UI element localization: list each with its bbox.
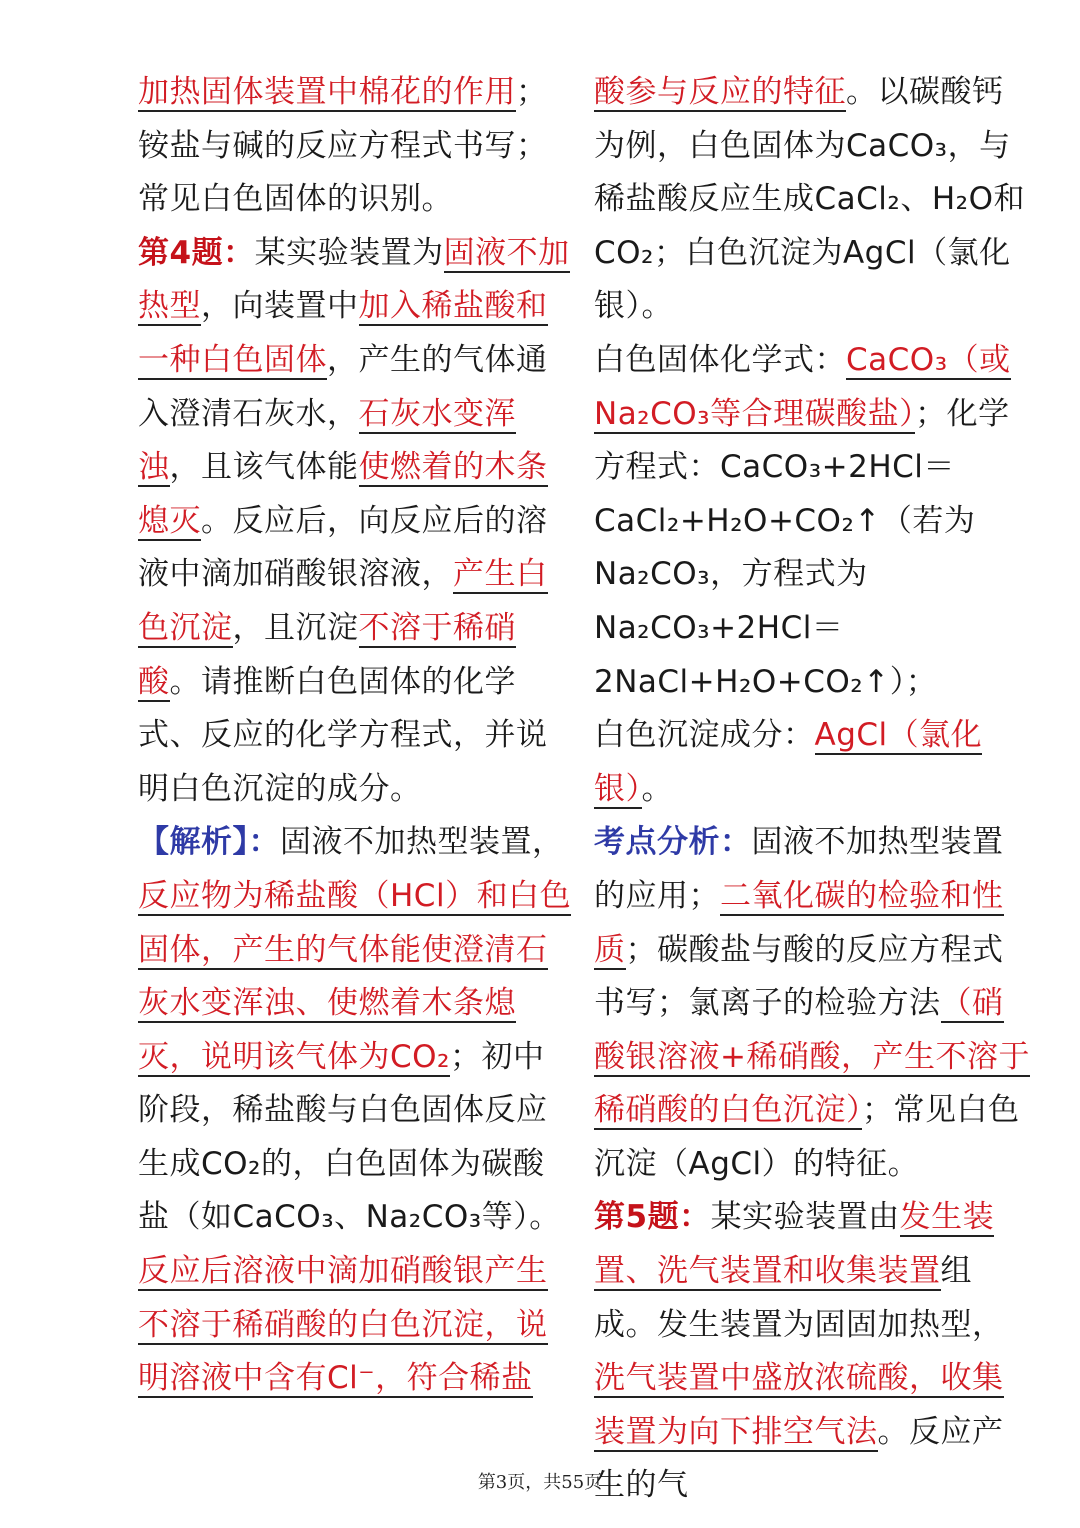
paragraph	[138, 227, 574, 817]
paragraph	[594, 816, 1034, 1191]
body-text: ；初中阶段，稀盐酸与白色固体反应生成CO₂的，白色固体为碳酸盐（如CaCO₃、Na₂CO₃等）。	[138, 1038, 561, 1236]
right-column	[594, 66, 1034, 1513]
highlighted-answer: 洗气装置中盛放浓硫酸，收集装置为向下排空气法	[594, 1360, 1004, 1450]
highlighted-answer: 酸参与反应的特征	[594, 74, 846, 110]
highlighted-answer: 固液不加热型	[138, 234, 570, 325]
body-text: 固液不加热型装置的应用；	[594, 824, 1004, 914]
highlighted-answer: 反应后溶液中滴加硝酸银产生不溶于稀硝酸的白色沉淀，说明溶液中含有Cl⁻，符合稀盐	[138, 1253, 548, 1397]
body-text: ；碳酸盐与酸的反应方程式书写；氯离子的检验方法	[594, 931, 1004, 1022]
body-text: 组成。发生装置为固固加热型，	[594, 1253, 1004, 1343]
highlighted-answer: 发生装置、洗气装置和收集装置	[594, 1199, 995, 1290]
body-text: 某实验装置由	[710, 1199, 900, 1236]
highlighted-answer: 不溶于稀硝酸	[138, 609, 516, 700]
paragraph	[594, 709, 1034, 816]
body-text: ，且该气体能	[169, 449, 359, 486]
body-text: ，且沉淀	[232, 609, 359, 646]
highlighted-answer: 产生白色沉淀	[138, 556, 548, 646]
highlighted-answer: AgCl（氯化银）	[594, 717, 983, 807]
body-text: 某实验装置为	[254, 234, 444, 271]
body-text: ，产生的气体通入澄清石灰水，	[138, 341, 548, 432]
body-text: ，向装置中	[201, 288, 359, 325]
highlighted-answer: 加热固体装置中棉花的作用	[138, 74, 516, 110]
highlighted-answer: （硝酸银溶液+稀硝酸，产生不溶于稀硝酸的白色沉淀）	[594, 985, 1030, 1129]
body-text: 。	[641, 770, 673, 807]
body-text: ；铵盐与碱的反应方程式书写；常见白色固体的识别。	[138, 74, 548, 218]
highlighted-answer: 加入稀盐酸和一种白色固体	[138, 288, 548, 378]
body-text: 白色固体化学式：	[594, 341, 846, 378]
question-heading: 第4题：	[138, 234, 255, 271]
analysis-label: 考点分析：	[594, 824, 752, 861]
body-text: 。反应后，向反应后的溶液中滴加硝酸银溶液，	[138, 502, 548, 593]
paragraph	[594, 66, 1034, 334]
body-text: 白色沉淀成分：	[594, 717, 815, 754]
paragraph	[138, 66, 574, 227]
highlighted-answer: CaCO₃（或Na₂CO₃等合理碳酸盐）	[594, 341, 1011, 432]
body-text: 固液不加热型装置，	[280, 824, 564, 861]
paragraph	[594, 1191, 1034, 1513]
body-text: ；常见白色沉淀（AgCl）的特征。	[594, 1092, 1020, 1182]
body-text: 。以碳酸钙为例，白色固体为CaCO₃，与稀盐酸反应生成CaCl₂、H₂O和CO₂；白色沉淀为AgCl（氯化银）。	[594, 74, 1025, 325]
question-heading: 第5题：	[594, 1199, 711, 1236]
body-text: 。请推断白色固体的化学式、反应的化学方程式，并说明白色沉淀的成分。	[138, 663, 548, 807]
highlighted-answer: 使燃着的木条熄灭	[138, 449, 548, 539]
page-number-label: 第3页，共55页	[477, 1472, 603, 1493]
analysis-label: 【解析】：	[138, 824, 280, 861]
body-text: ；化学方程式：CaCO₃+2HCl＝CaCl₂+H₂O+CO₂↑（若为Na₂CO₃，方程式为Na₂CO₃+2HCl＝2NaCl+H₂O+CO₂↑）；	[594, 395, 1010, 700]
paragraph	[138, 816, 574, 1406]
highlighted-answer: 石灰水变浑浊	[138, 395, 516, 486]
highlighted-answer: 二氧化碳的检验和性质	[594, 877, 1004, 968]
body-text: 。反应产生的气	[594, 1413, 1004, 1504]
paragraph	[594, 334, 1034, 709]
page-footer	[0, 1468, 1080, 1494]
highlighted-answer: 反应物为稀盐酸（HCl）和白色固体，产生的气体能使澄清石灰水变浑浊、使燃着木条熄灭，说明该气体为CO₂	[138, 877, 572, 1075]
left-column	[138, 66, 574, 1406]
